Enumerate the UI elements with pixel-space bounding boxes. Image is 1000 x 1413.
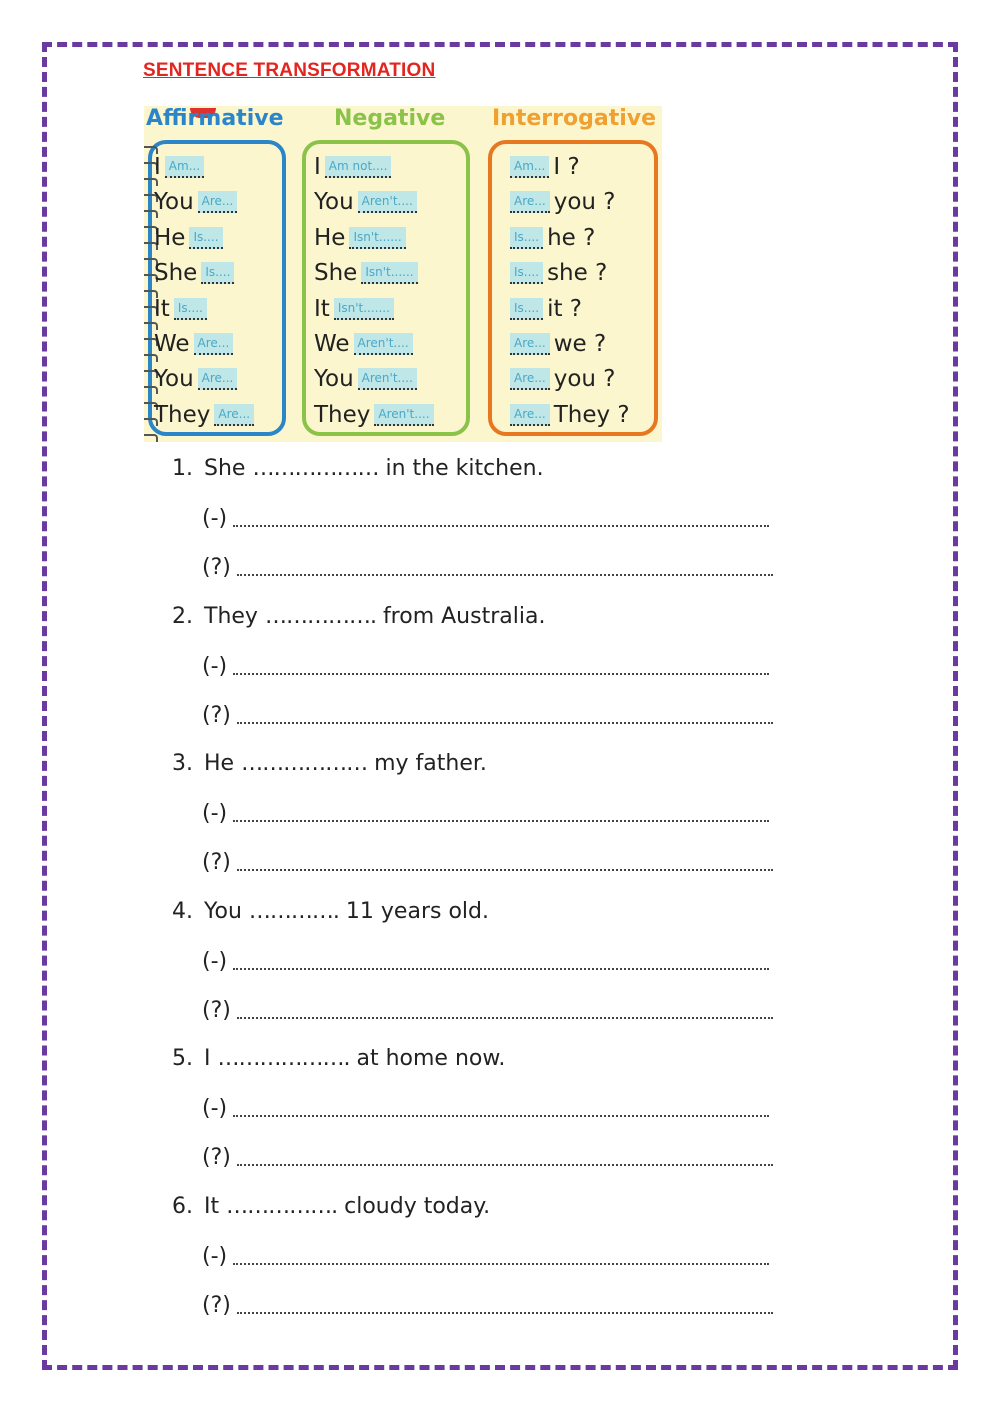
subject: You bbox=[314, 366, 354, 393]
question-answer-line[interactable] bbox=[237, 1160, 773, 1166]
subject: He bbox=[154, 224, 186, 251]
subject: I ? bbox=[553, 154, 580, 180]
exercise-item bbox=[172, 604, 812, 752]
verb-fill: Is.... bbox=[510, 262, 543, 284]
exercise-subject: I bbox=[204, 1046, 211, 1071]
exercise-item bbox=[172, 456, 812, 604]
negative-row bbox=[314, 398, 438, 432]
verb-fill: Isn't...... bbox=[349, 227, 405, 249]
exercise-sentence bbox=[172, 604, 545, 640]
negative-label: (-) bbox=[202, 506, 228, 531]
subject: It bbox=[314, 295, 330, 322]
subject: We bbox=[154, 331, 190, 357]
interrogative-row bbox=[506, 398, 630, 432]
negative-answer bbox=[202, 949, 769, 974]
interrogative-row bbox=[506, 256, 607, 290]
exercise-number: 6. bbox=[172, 1193, 193, 1219]
exercise-item bbox=[172, 1194, 812, 1342]
exercise-item bbox=[172, 751, 812, 899]
exercise-sentence bbox=[172, 1194, 490, 1230]
verb-fill: Are... bbox=[194, 333, 234, 355]
negative-answer bbox=[202, 506, 769, 531]
verb-fill: Is.... bbox=[510, 298, 543, 320]
verb-fill: Are... bbox=[510, 333, 550, 355]
affirmative-row bbox=[154, 292, 211, 326]
verb-fill: Aren't.... bbox=[374, 404, 433, 426]
verb-fill: Are... bbox=[198, 191, 238, 213]
verb-fill: Is.... bbox=[174, 298, 207, 320]
exercise-blank[interactable]: ………………. bbox=[217, 1046, 350, 1071]
affirmative-row bbox=[154, 185, 241, 219]
exercise-sentence bbox=[172, 751, 487, 787]
verb-fill: Are... bbox=[510, 404, 550, 426]
question-label: (?) bbox=[202, 997, 231, 1023]
question-answer-line[interactable] bbox=[237, 1013, 773, 1019]
subject: She bbox=[154, 260, 198, 287]
negative-label: (-) bbox=[202, 1096, 228, 1121]
negative-row bbox=[314, 362, 421, 396]
interrogative-row bbox=[506, 185, 616, 219]
negative-row bbox=[314, 292, 398, 326]
negative-answer-line[interactable] bbox=[233, 521, 769, 527]
subject: You bbox=[154, 189, 194, 216]
exercise-rest: my father. bbox=[374, 751, 487, 776]
exercise-subject: He bbox=[204, 751, 235, 776]
exercise-blank[interactable]: ……………. bbox=[226, 1193, 338, 1219]
negative-label: (-) bbox=[202, 948, 228, 974]
verb-fill: Are... bbox=[510, 191, 550, 213]
exercise-subject: She bbox=[204, 456, 246, 481]
verb-fill: Is.... bbox=[201, 262, 234, 284]
verb-fill: Am... bbox=[165, 156, 204, 178]
verb-fill: Is.... bbox=[510, 227, 543, 249]
subject: He bbox=[314, 224, 346, 251]
negative-label: (-) bbox=[202, 653, 228, 679]
heading-negative: Negative bbox=[334, 106, 446, 131]
subject: It bbox=[154, 295, 170, 322]
verb-fill: Am not.... bbox=[325, 156, 392, 178]
exercise-sentence bbox=[172, 456, 544, 492]
negative-answer-line[interactable] bbox=[233, 964, 769, 970]
verb-fill: Is.... bbox=[189, 227, 222, 249]
question-answer bbox=[202, 1293, 773, 1318]
heading-affirmative: Affirmative bbox=[146, 106, 284, 131]
subject: They ? bbox=[553, 401, 630, 428]
affirmative-row bbox=[154, 221, 227, 255]
exercise-subject: They bbox=[204, 603, 258, 629]
exercise-subject: You bbox=[204, 898, 242, 924]
negative-row bbox=[314, 221, 410, 255]
verb-fill: Are... bbox=[214, 404, 254, 426]
question-answer-line[interactable] bbox=[237, 718, 773, 724]
exercise-blank[interactable]: ……………… bbox=[252, 456, 379, 481]
subject: She bbox=[314, 260, 358, 287]
subject: he ? bbox=[547, 224, 596, 251]
subject: we ? bbox=[553, 331, 607, 357]
exercise-list bbox=[172, 456, 812, 1341]
subject: We bbox=[314, 331, 350, 357]
exercise-item bbox=[172, 1046, 812, 1194]
subject: you ? bbox=[553, 366, 616, 393]
negative-answer bbox=[202, 801, 769, 826]
verb-fill: Isn't....... bbox=[334, 298, 394, 320]
negative-answer bbox=[202, 1096, 769, 1121]
negative-row bbox=[314, 327, 417, 361]
exercise-rest: at home now. bbox=[356, 1046, 506, 1071]
subject: I bbox=[314, 154, 321, 180]
question-label: (?) bbox=[202, 555, 231, 580]
worksheet-title: SENTENCE TRANSFORMATION bbox=[143, 60, 436, 81]
question-answer-line[interactable] bbox=[237, 570, 773, 576]
question-label: (?) bbox=[202, 850, 231, 875]
subject: They bbox=[154, 401, 211, 428]
question-answer bbox=[202, 555, 773, 580]
exercise-rest: in the kitchen. bbox=[385, 456, 544, 481]
interrogative-row bbox=[506, 150, 580, 184]
exercise-blank[interactable]: ……………. bbox=[264, 603, 376, 629]
negative-answer-line[interactable] bbox=[233, 669, 769, 675]
verb-fill: Aren't.... bbox=[358, 368, 417, 390]
exercise-rest: 11 years old. bbox=[345, 898, 489, 924]
question-answer bbox=[202, 998, 773, 1023]
interrogative-row bbox=[506, 292, 582, 326]
question-answer-line[interactable] bbox=[237, 865, 773, 871]
affirmative-row bbox=[154, 327, 237, 361]
exercise-number: 5. bbox=[172, 1046, 193, 1071]
negative-answer-line[interactable] bbox=[233, 816, 769, 822]
verb-to-be-chart bbox=[144, 106, 662, 442]
exercise-number: 1. bbox=[172, 456, 193, 481]
interrogative-row bbox=[506, 362, 616, 396]
affirmative-row bbox=[154, 362, 241, 396]
subject: You bbox=[314, 189, 354, 216]
negative-answer bbox=[202, 654, 769, 679]
subject: I bbox=[154, 154, 161, 180]
negative-answer-line[interactable] bbox=[233, 1259, 769, 1265]
exercise-blank[interactable]: …………. bbox=[248, 898, 339, 924]
exercise-sentence bbox=[172, 899, 489, 935]
question-answer bbox=[202, 703, 773, 728]
subject: You bbox=[154, 366, 194, 393]
heading-interrogative: Interrogative bbox=[492, 106, 657, 131]
exercise-rest: cloudy today. bbox=[344, 1193, 491, 1219]
verb-fill: Am... bbox=[510, 156, 549, 178]
question-answer bbox=[202, 850, 773, 875]
exercise-item bbox=[172, 899, 812, 1047]
exercise-rest: from Australia. bbox=[382, 603, 546, 629]
subject: you ? bbox=[553, 189, 616, 216]
verb-fill: Aren't.... bbox=[358, 191, 417, 213]
negative-row bbox=[314, 256, 422, 290]
negative-answer-line[interactable] bbox=[233, 1111, 769, 1117]
affirmative-row bbox=[154, 256, 238, 290]
question-answer-line[interactable] bbox=[237, 1308, 773, 1314]
negative-label: (-) bbox=[202, 1243, 228, 1269]
verb-fill: Are... bbox=[198, 368, 238, 390]
verb-fill: Aren't.... bbox=[354, 333, 413, 355]
subject: she ? bbox=[547, 260, 608, 287]
negative-row bbox=[314, 150, 395, 184]
affirmative-row bbox=[154, 150, 208, 184]
exercise-subject: It bbox=[204, 1193, 220, 1219]
interrogative-row bbox=[506, 327, 606, 361]
exercise-number: 2. bbox=[172, 603, 193, 629]
affirmative-row bbox=[154, 398, 258, 432]
negative-label: (-) bbox=[202, 801, 228, 826]
subject: They bbox=[314, 401, 371, 428]
exercise-sentence bbox=[172, 1046, 505, 1082]
question-label: (?) bbox=[202, 1145, 231, 1170]
question-label: (?) bbox=[202, 702, 231, 728]
exercise-blank[interactable]: ……………… bbox=[241, 751, 368, 776]
negative-row bbox=[314, 185, 421, 219]
verb-fill: Are... bbox=[510, 368, 550, 390]
exercise-number: 4. bbox=[172, 898, 193, 924]
subject: it ? bbox=[547, 295, 582, 322]
exercise-number: 3. bbox=[172, 751, 193, 776]
interrogative-row bbox=[506, 221, 595, 255]
question-answer bbox=[202, 1145, 773, 1170]
negative-answer bbox=[202, 1244, 769, 1269]
verb-fill: Isn't...... bbox=[361, 262, 417, 284]
question-label: (?) bbox=[202, 1292, 231, 1318]
